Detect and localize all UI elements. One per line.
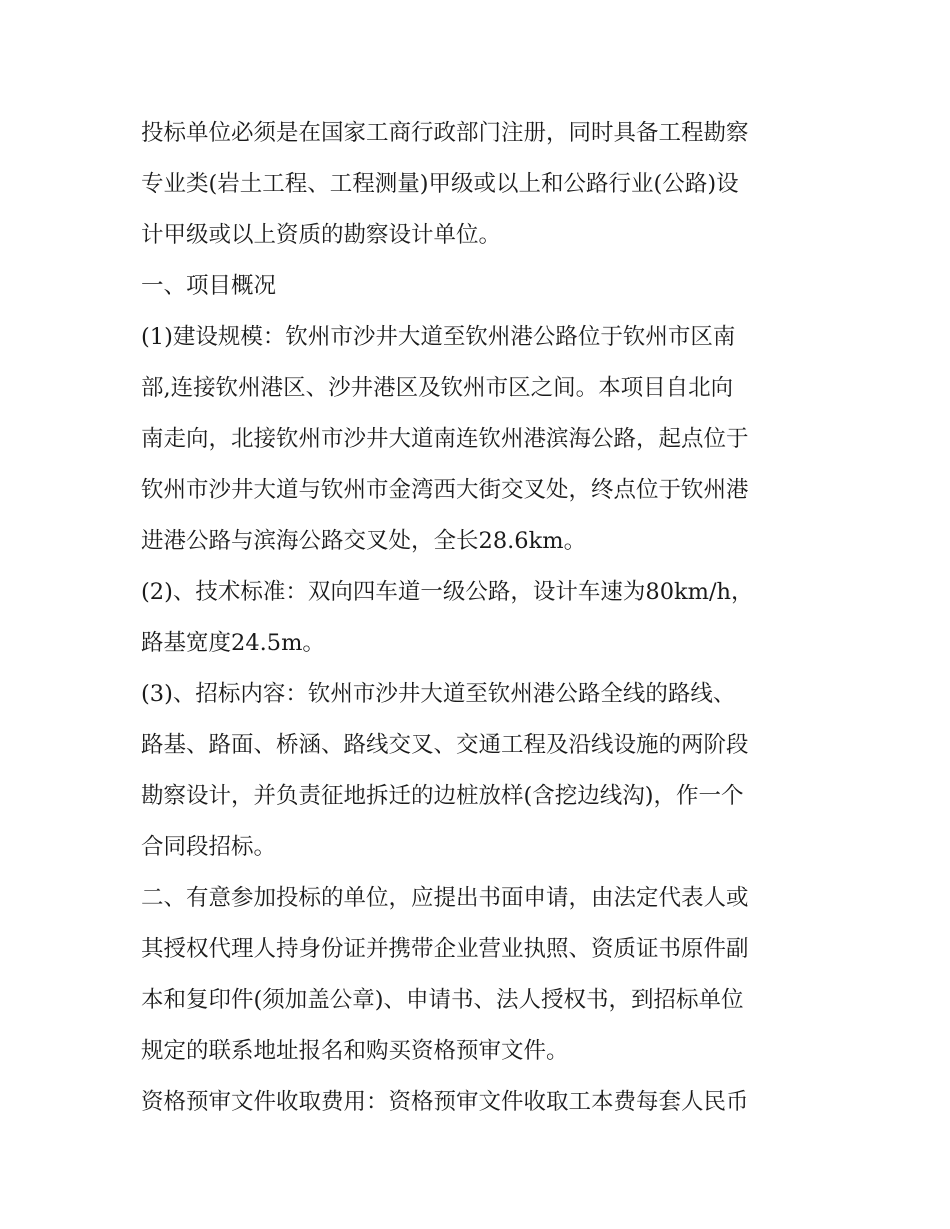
text-line: 南走向，北接钦州市沙井大道南连钦州港滨海公路，起点位于 [141, 426, 749, 452]
section-heading-application: 二、有意参加投标的单位，应提出书面申请，由法定代表人或 [141, 885, 749, 911]
text-line: 投标单位必须是在国家工商行政部门注册，同时具备工程勘察 [141, 120, 749, 146]
text-line: 资格预审文件收取费用：资格预审文件收取工本费每套人民币 [141, 1089, 749, 1115]
text-line: (1)建设规模：钦州市沙井大道至钦州港公路位于钦州市区南 [141, 324, 736, 350]
text-line: (2)、技术标准：双向四车道一级公路，设计车速为80km/h， [141, 579, 754, 605]
text-line: 专业类(岩土工程、工程测量)甲级或以上和公路行业(公路)设 [141, 171, 739, 197]
text-line: 路基宽度24.5m。 [141, 630, 325, 656]
text-line: 规定的联系地址报名和购买资格预审文件。 [141, 1038, 569, 1064]
text-line: 本和复印件(须加盖公章)、申请书、法人授权书，到招标单位 [141, 987, 744, 1013]
document-body [141, 108, 813, 1128]
text-line: 勘察设计，并负责征地拆迁的边桩放样(含挖边线沟)，作一个 [141, 783, 744, 809]
text-line: 进港公路与滨海公路交叉处，全长28.6km。 [141, 528, 587, 554]
text-line: 合同段招标。 [141, 834, 277, 860]
text-line: (3)、招标内容：钦州市沙井大道至钦州港公路全线的路线、 [141, 681, 736, 707]
text-line: 其授权代理人持身份证并携带企业营业执照、资质证书原件副 [141, 936, 749, 962]
text-line: 部,连接钦州港区、沙井港区及钦州市区之间。本项目自北向 [141, 375, 734, 401]
text-line: 钦州市沙井大道与钦州市金湾西大街交叉处，终点位于钦州港 [141, 477, 749, 503]
section-heading-project-overview: 一、项目概况 [141, 273, 277, 299]
text-line: 路基、路面、桥涵、路线交叉、交通工程及沿线设施的两阶段 [141, 732, 749, 758]
text-line: 计甲级或以上资质的勘察设计单位。 [141, 222, 502, 248]
